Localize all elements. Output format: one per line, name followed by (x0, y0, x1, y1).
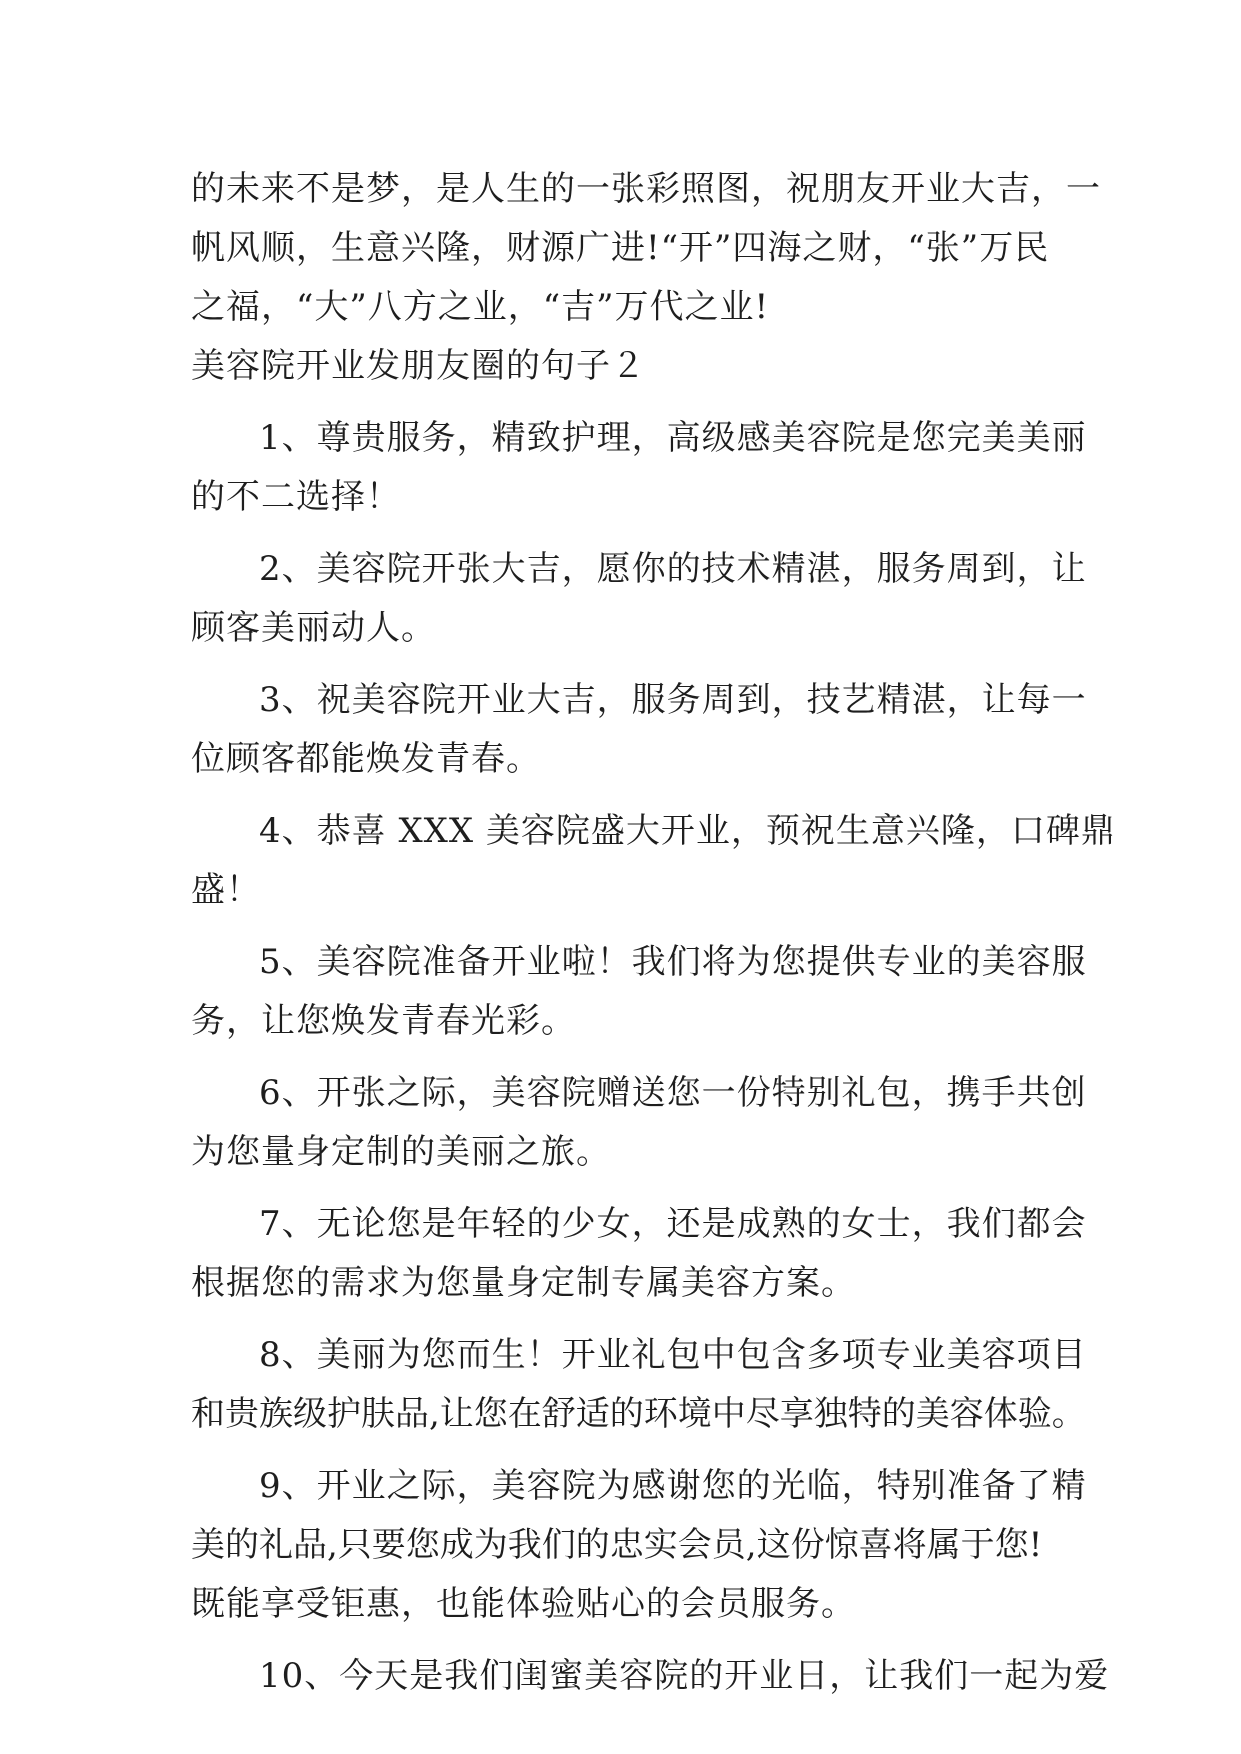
text-line: 的不二选择！ (191, 477, 401, 517)
section-heading: 美容院开业发朋友圈的句子２ (191, 346, 646, 386)
list-item (191, 1647, 1110, 1706)
text-line: 4、恭喜 XXX 美容院盛大开业，预祝生意兴隆，口碑鼎 (259, 811, 1116, 851)
list-item (191, 540, 1087, 658)
text-line: 既能享受钜惠，也能体验贴心的会员服务。 (191, 1584, 856, 1624)
text-line: 的未来不是梦，是人生的一张彩照图，祝朋友开业大吉，一 (191, 169, 1101, 209)
text-line: 1、尊贵服务，精致护理，高级感美容院是您完美美丽 (259, 418, 1087, 458)
text-line: 之福，“大”八方之业，“吉”万代之业! (191, 287, 770, 327)
text-line: 为您量身定制的美丽之旅。 (191, 1132, 611, 1172)
list-item (191, 802, 1116, 920)
text-line: 帆风顺，生意兴隆，财源广进!“开”四海之财，“张”万民 (191, 228, 1050, 268)
numbered-list (191, 409, 1116, 1706)
text-line: 9、开业之际，美容院为感谢您的光临，特别准备了精 (259, 1466, 1087, 1506)
list-item (191, 409, 1087, 527)
text-line: 5、美容院准备开业啦！我们将为您提供专业的美容服 (259, 942, 1087, 982)
text-line: 务，让您焕发青春光彩。 (191, 1001, 576, 1041)
list-item (191, 671, 1087, 789)
list-item (191, 1195, 1087, 1313)
text-line: 7、无论您是年轻的少女，还是成熟的女士，我们都会 (259, 1204, 1087, 1244)
text-line: 8、美丽为您而生！开业礼包中包含多项专业美容项目 (259, 1335, 1087, 1375)
text-line: 顾客美丽动人。 (191, 608, 436, 648)
text-line: 位顾客都能焕发青春。 (191, 739, 541, 779)
text-line: 根据您的需求为您量身定制专属美容方案。 (191, 1263, 856, 1303)
list-item (191, 1064, 1087, 1182)
text-line: 2、美容院开张大吉，愿你的技术精湛，服务周到，让 (259, 549, 1087, 589)
text-line: 10、今天是我们闺蜜美容院的开业日，让我们一起为爱 (259, 1656, 1110, 1696)
continuation-paragraph (191, 160, 1101, 337)
text-line: 盛！ (191, 870, 261, 910)
list-item (191, 1326, 1087, 1444)
text-line: 和贵族级护肤品,让您在舒适的环境中尽享独特的美容体验。 (191, 1394, 1086, 1434)
text-line: 美的礼品,只要您成为我们的忠实会员,这份惊喜将属于您! (191, 1525, 1043, 1565)
document-body (191, 160, 1116, 1706)
text-line: 6、开张之际，美容院赠送您一份特别礼包，携手共创 (259, 1073, 1087, 1113)
text-line: 3、祝美容院开业大吉，服务周到，技艺精湛，让每一 (259, 680, 1087, 720)
list-item (191, 1457, 1087, 1634)
list-item (191, 933, 1087, 1051)
